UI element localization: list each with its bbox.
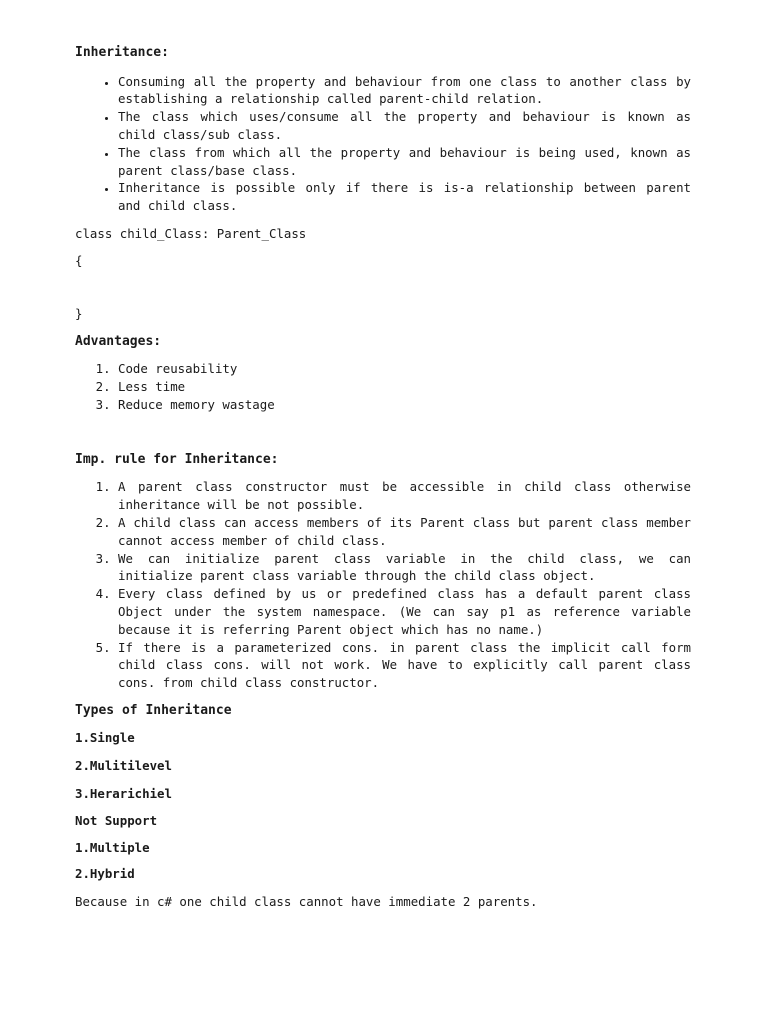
document-page [75, 44, 691, 911]
list-item: 5. If there is a parameterized cons. in parent class the implicit call form child class cons. will not work. We have to explicitly call parent class cons. from child class constructor. [118, 639, 691, 692]
types-heading: Types of Inheritance [75, 702, 232, 718]
not-support-label: Not Support [75, 813, 158, 829]
type-hierarchical: 3.Herarichiel [75, 785, 172, 801]
list-item: • Inheritance is possible only if there is is-a relationship between parent and child class. [118, 179, 691, 215]
class-declaration: class child_Class: Parent_Class [75, 225, 307, 241]
type-hybrid: 2.Hybrid [75, 866, 135, 882]
type-multiple: 1.Multiple [75, 839, 150, 855]
list-item: 2. Less time [118, 378, 691, 396]
list-item: 3. Reduce memory wastage [118, 396, 691, 414]
rules-list [75, 478, 691, 692]
inheritance-bullet-list [75, 73, 691, 215]
list-item: 4. Every class defined by us or predefined class has a default parent class Object under the system namespace. (We can say p1 as reference variable because it is referring Parent object which has no name.) [118, 585, 691, 638]
list-item: 1. Code reusability [118, 360, 691, 378]
type-single: 1.Single [75, 730, 135, 746]
list-item: 3. We can initialize parent class variable in the child class, we can initialize parent class variable through the child class object. [118, 550, 691, 586]
inheritance-heading: Inheritance: [75, 45, 169, 60]
type-multilevel: 2.Mulitilevel [75, 758, 172, 774]
rules-heading: Imp. rule for Inheritance: [75, 451, 279, 467]
closing-note: Because in c# one child class cannot have immediate 2 parents. [75, 894, 538, 910]
advantages-list [75, 360, 691, 413]
close-brace: } [75, 306, 83, 322]
open-brace: { [75, 252, 83, 268]
list-item: • The class from which all the property and behaviour is being used, known as parent class/base class. [118, 144, 691, 180]
list-item: • The class which uses/consume all the property and behaviour is known as child class/sub class. [118, 108, 691, 144]
list-item: 2. A child class can access members of its Parent class but parent class member cannot access member of child class. [118, 514, 691, 550]
advantages-heading: Advantages: [75, 333, 162, 349]
list-item: • Consuming all the property and behaviour from one class to another class by establishing a relationship called parent-child relation. [118, 73, 691, 109]
list-item: 1. A parent class constructor must be accessible in child class otherwise inheritance will be not possible. [118, 478, 691, 514]
